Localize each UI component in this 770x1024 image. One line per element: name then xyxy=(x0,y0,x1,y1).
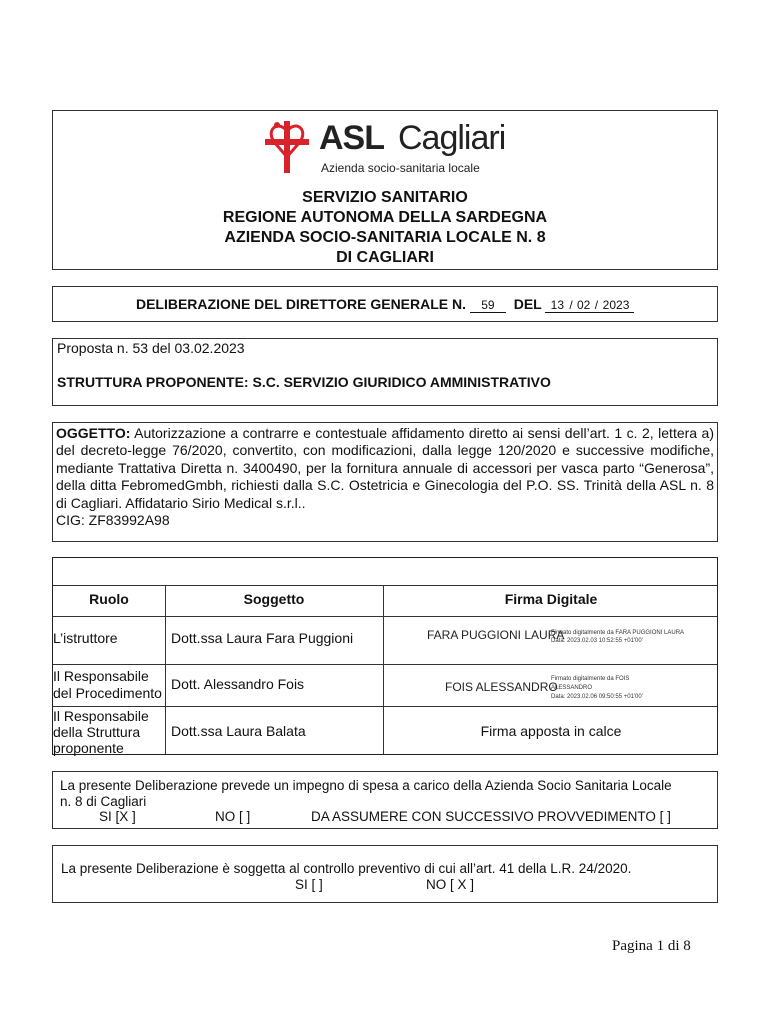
signature-detail: Data: 2023.02.06 09:50:55 +01'00' xyxy=(551,694,643,700)
header-firma-digitale: Firma Digitale xyxy=(504,591,598,607)
ruolo-cell xyxy=(53,668,162,702)
ruolo-cell xyxy=(53,708,149,756)
oggetto-cig: CIG: ZF83992A98 xyxy=(56,512,170,529)
asl-cagliari-logo xyxy=(263,117,523,179)
deliberazione-del-label: DEL xyxy=(513,296,542,312)
signature-detail: Firmato digitalmente da FARA PUGGIONI LAURA xyxy=(551,630,685,636)
soggetto-cell: Dott. Alessandro Fois xyxy=(171,676,305,692)
proposta-line: Proposta n. 53 del 03.02.2023 xyxy=(57,340,245,356)
signature-detail: Data: 2023.02.03 10:52:55 +01'00' xyxy=(551,638,643,644)
ruolo-cell: L’istruttore xyxy=(53,630,118,646)
impegno-no-checkbox: NO [ ] xyxy=(215,809,251,824)
proposta-box xyxy=(52,338,718,406)
table-divider xyxy=(165,585,166,754)
logo-brand-strong: ASL xyxy=(319,119,384,157)
ruolo-line: Il Responsabile xyxy=(53,708,149,724)
oggetto-text-block xyxy=(56,425,714,529)
signature-detail: ALESSANDRO xyxy=(551,685,593,691)
date-separator: / xyxy=(569,298,573,312)
controllo-no-checkbox: NO [ X ] xyxy=(426,877,475,892)
impegno-da-assumere-checkbox: DA ASSUMERE CON SUCCESSIVO PROVVEDIMENTO [ ] xyxy=(311,809,671,824)
deliberazione-label: DELIBERAZIONE DEL DIRETTORE GENERALE N. xyxy=(135,296,467,312)
ruolo-line: proponente xyxy=(53,740,124,756)
header-line-1: SERVIZIO SANITARIO xyxy=(302,189,468,206)
header-ruolo: Ruolo xyxy=(89,591,129,607)
signature-detail: Firmato digitalmente da FOIS xyxy=(551,676,630,682)
firme-table xyxy=(52,557,718,755)
logo-subtitle: Azienda socio-sanitaria locale xyxy=(321,161,480,175)
impegno-text-line: La presente Deliberazione prevede un impegno di spesa a carico della Azienda Socio Sanitaria Locale xyxy=(60,778,672,793)
struttura-proponente: STRUTTURA PROPONENTE: S.C. SERVIZIO GIURIDICO AMMINISTRATIVO xyxy=(57,374,551,390)
oggetto-box xyxy=(52,422,718,542)
document-header xyxy=(52,110,718,270)
controllo-box xyxy=(52,845,718,903)
impegno-box xyxy=(52,771,718,829)
soggetto-cell: Dott.ssa Laura Fara Puggioni xyxy=(171,630,354,646)
table-divider xyxy=(53,664,717,665)
date-separator: / xyxy=(594,298,599,312)
header-line-2: REGIONE AUTONOMA DELLA SARDEGNA xyxy=(222,209,548,226)
impegno-text xyxy=(60,778,710,810)
oggetto-label: OGGETTO: xyxy=(56,425,131,441)
deliberazione-month: 02 xyxy=(573,298,595,313)
signature-name: FARA PUGGIONI LAURA xyxy=(427,628,565,642)
soggetto-cell: Dott.ssa Laura Balata xyxy=(171,723,306,739)
deliberazione-number: 59 xyxy=(470,298,506,313)
page-number: Pagina 1 di 8 xyxy=(612,938,691,954)
firma-cell: Firma apposta in calce xyxy=(480,723,622,739)
table-divider xyxy=(53,585,717,586)
logo-brand-light: Cagliari xyxy=(398,119,506,157)
table-divider xyxy=(53,706,717,707)
table-divider xyxy=(53,616,717,617)
impegno-text-line: n. 8 di Cagliari xyxy=(60,794,147,809)
controllo-si-checkbox: SI [ ] xyxy=(295,877,323,892)
deliberazione-box xyxy=(52,286,718,322)
controllo-text: La presente Deliberazione è soggetta al controllo preventivo di cui all’art. 41 della L.R. 24/2020. xyxy=(61,861,632,876)
impegno-si-checkbox: SI [X ] xyxy=(99,809,136,824)
ruolo-line: della Struttura xyxy=(53,724,141,740)
header-line-3: AZIENDA SOCIO-SANITARIA LOCALE N. 8 xyxy=(224,229,546,246)
ruolo-line: del Procedimento xyxy=(53,685,162,701)
deliberazione-day: 13 xyxy=(545,298,569,313)
header-soggetto: Soggetto xyxy=(243,591,305,607)
oggetto-text: Autorizzazione a contrarre e contestuale affidamento diretto ai sensi dell’art. 1 c. 2, lettera a) del decreto-legge 76/2020, convertito, con modificazioni, dalla legge 120/2020 e successive modifiche, mediante Trattativa Diretta n. 3400490, per la fornitura annuale di accessori per vasca parto “Generosa”, della ditta FebromedGmbh, richiesti dalla S.C. Ostetricia e Ginecologia del P.O. SS. Trinità della ASL n. 8 di Cagliari. Affidatario Sirio Medical s.r.l.. xyxy=(56,425,714,511)
deliberazione-year: 2023 xyxy=(598,298,634,313)
asl-cross-heart-icon xyxy=(263,117,319,177)
signature-name: FOIS ALESSANDRO xyxy=(445,680,558,694)
header-line-4: DI CAGLIARI xyxy=(336,249,434,266)
ruolo-line: Il Responsabile xyxy=(53,668,149,684)
